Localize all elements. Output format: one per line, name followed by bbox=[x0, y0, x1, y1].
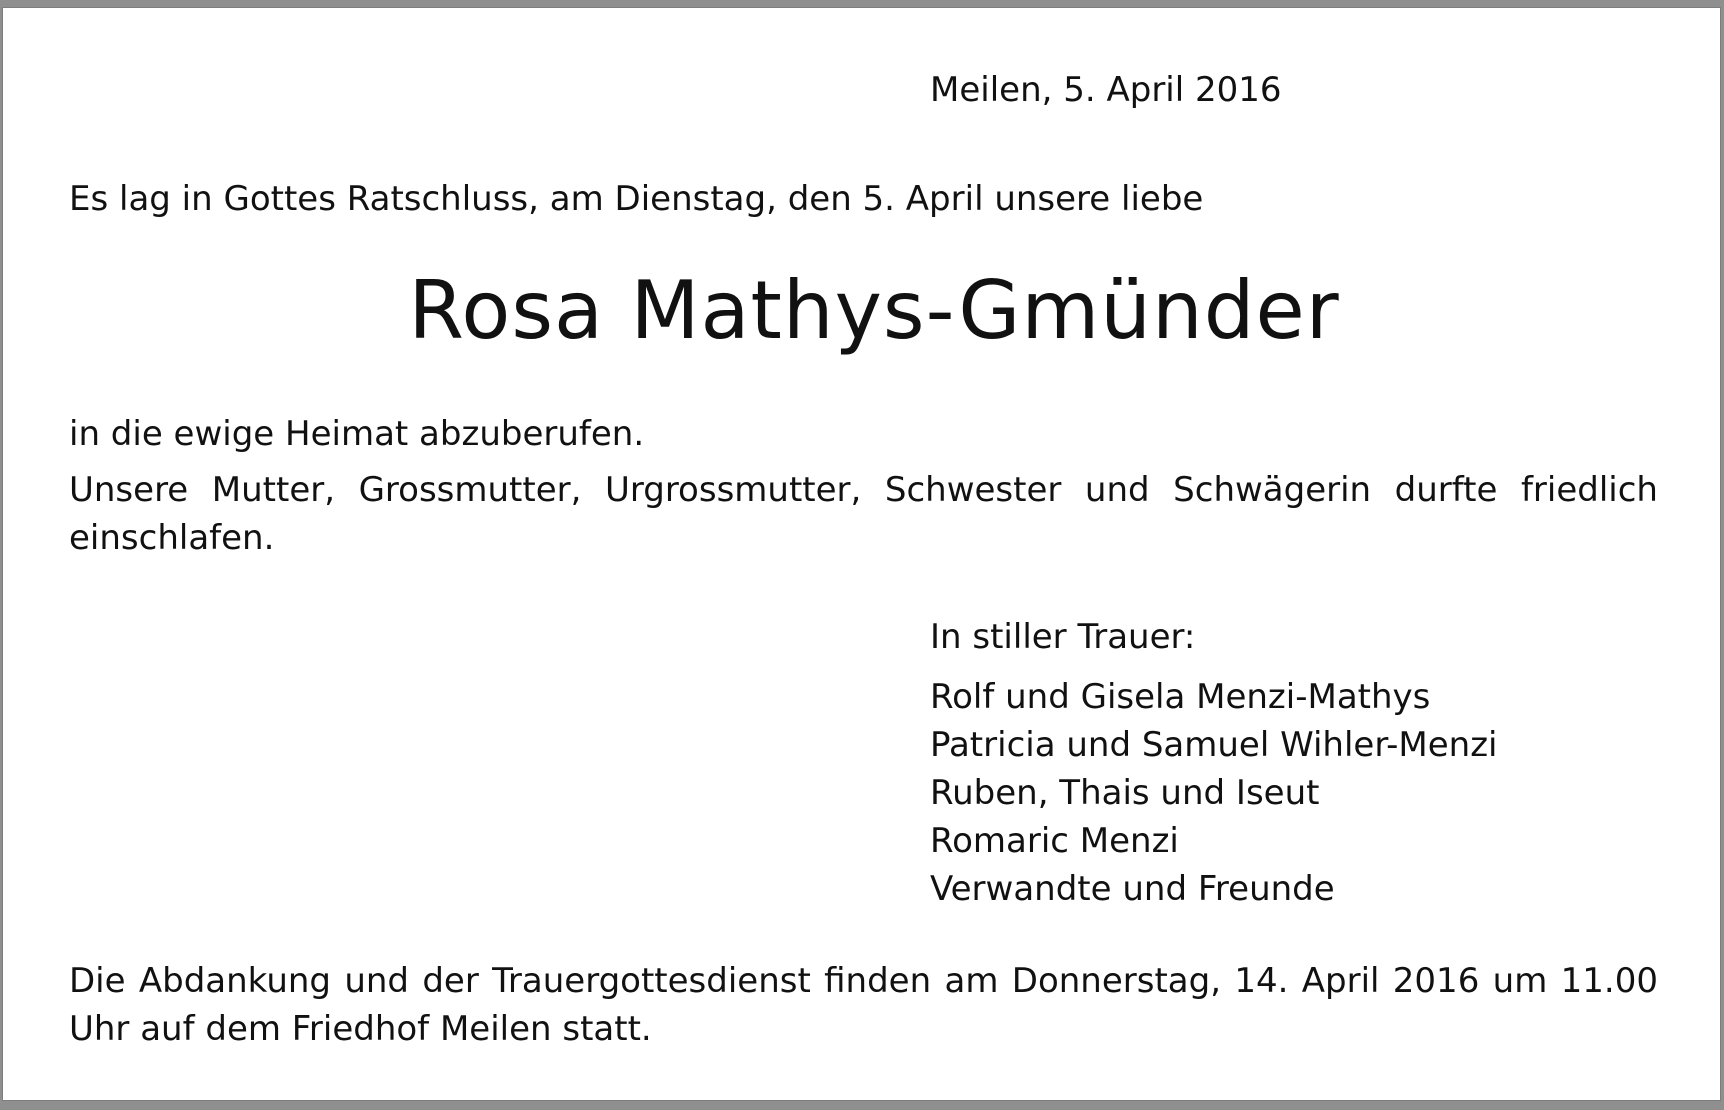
date-line: Meilen, 5. April 2016 bbox=[930, 70, 1282, 110]
heimat-text: in die ewige Heimat abzuberufen. bbox=[69, 414, 645, 454]
deceased-name: Rosa Mathys-Gmünder bbox=[408, 264, 1340, 357]
family-paragraph: Unsere Mutter, Grossmutter, Urgrossmutter, Schwester und Schwägerin durfte friedlich einschlafen. bbox=[69, 470, 1658, 558]
death-notice bbox=[3, 8, 1720, 1100]
mourners-block bbox=[930, 613, 1498, 913]
mourner-item: Verwandte und Freunde bbox=[930, 869, 1335, 909]
mourner-item: Rolf und Gisela Menzi-Mathys bbox=[930, 677, 1431, 717]
service-info: Die Abdankung und der Trauergottesdienst finden am Donnerstag, 14. April 2016 um 11.00 Uhr auf dem Friedhof Meilen statt. bbox=[69, 961, 1658, 1049]
mourner-item: Patricia und Samuel Wihler-Menzi bbox=[930, 725, 1498, 765]
intro-text: Es lag in Gottes Ratschluss, am Dienstag, den 5. April unsere liebe bbox=[69, 179, 1204, 219]
mourners-list bbox=[930, 673, 1498, 913]
mourner-item: Romaric Menzi bbox=[930, 821, 1179, 861]
mourning-heading: In stiller Trauer: bbox=[930, 617, 1196, 657]
mourner-item: Ruben, Thais und Iseut bbox=[930, 773, 1320, 813]
